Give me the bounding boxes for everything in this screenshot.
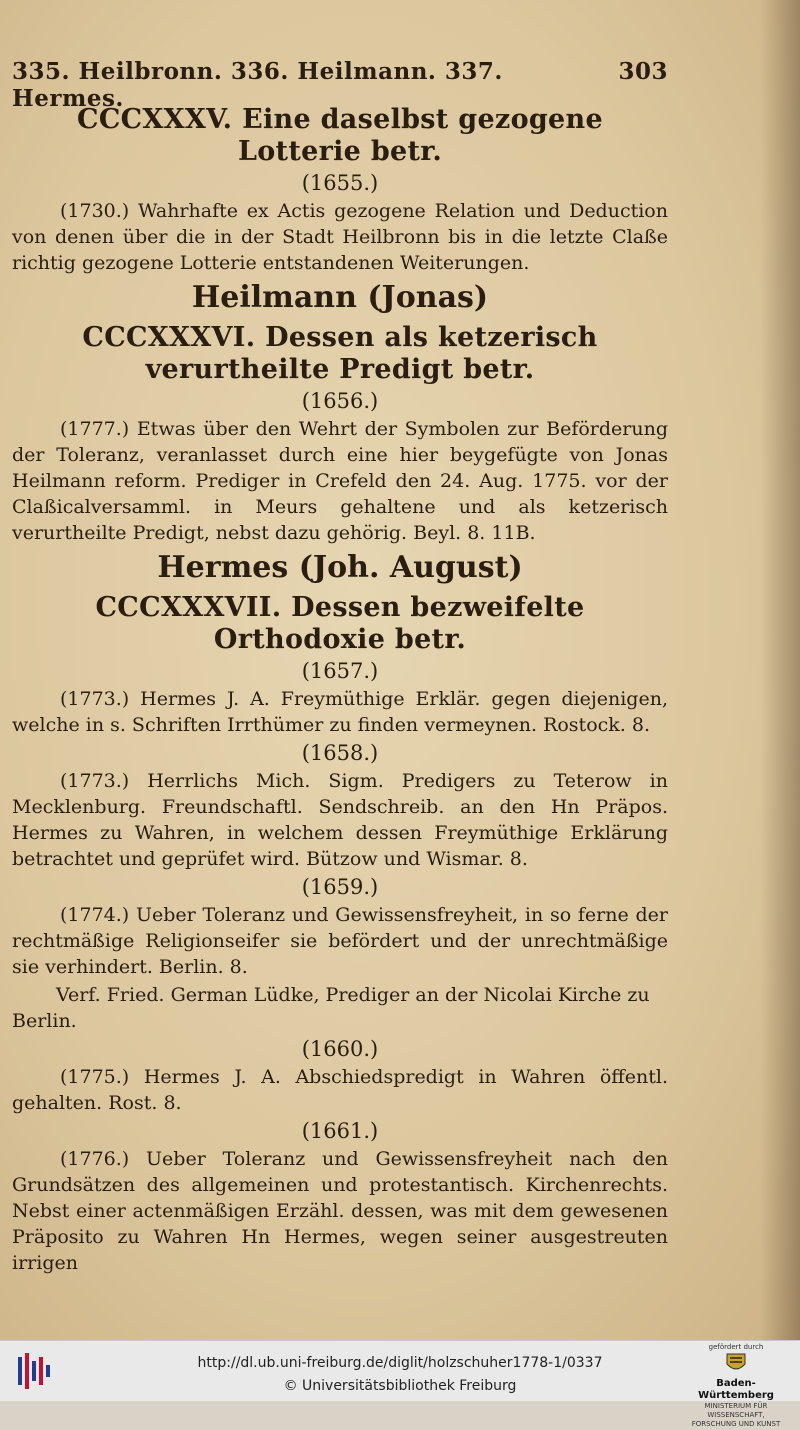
- entry-number: (1660.): [301, 1037, 379, 1061]
- entry-number: (1658.): [301, 741, 379, 765]
- page-text: [12, 58, 668, 1276]
- source-url[interactable]: http://dl.ub.uni-freiburg.de/diglit/holzschuher1778-1/0337: [197, 1355, 603, 1371]
- entry-number: (1657.): [301, 659, 379, 683]
- bibliographic-entry: (1773.) Herrlichs Mich. Sigm. Predigers zu Teterow in Mecklenburg. Freundschaftl. Sendschreib. an den Hn Präpos. Hermes zu Wahren, in welchem dessen Freymüthige Erklärung betrachtet und geprüfet wird. Bützow und Wismar. 8.: [12, 770, 668, 870]
- section-heading: CCCXXXVII. Dessen bezweifelte Orthodoxie betr.: [95, 592, 585, 655]
- person-heading: Heilmann (Jonas): [191, 280, 489, 315]
- page-body: [12, 104, 668, 1276]
- bibliographic-entry: (1774.) Ueber Toleranz und Gewissensfreyheit, in so ferne der rechtmäßige Religionseifer sie befördert und der unrechtmäßige sie verhindert. Berlin. 8.: [12, 904, 668, 978]
- bibliographic-entry: (1776.) Ueber Toleranz und Gewissensfreyheit nach den Grundsätzen des allgemeinen und protestantisch. Kirchenrechts. Nebst einer actenmäßigen Erzähl. dessen, was mit dem gewesenen Präposito zu Wahren Hn Hermes, wegen seiner ausgestreuten irrigen: [12, 1148, 668, 1274]
- entry-number: (1659.): [301, 875, 379, 899]
- funding-label: gefördert durch: [708, 1343, 764, 1351]
- funder-ministry: MINISTERIUM FÜR WISSENSCHAFT, FORSCHUNG UND KUNST: [691, 1402, 781, 1428]
- section-heading: CCCXXXV. Eine daselbst gezogene Lotterie betr.: [77, 104, 603, 167]
- bibliographic-entry: (1775.) Hermes J. A. Abschiedspredigt in Wahren öffentl. gehalten. Rost. 8.: [12, 1066, 668, 1114]
- coat-of-arms-icon: [721, 1352, 751, 1374]
- funder-logo: [686, 1343, 786, 1428]
- entry-number: (1655.): [301, 171, 379, 195]
- bibliographic-entry: (1773.) Hermes J. A. Freymüthige Erklär. gegen diejenigen, welche in s. Schriften Irrthümer zu finden vermeynen. Rostock. 8.: [12, 688, 668, 736]
- running-header: [12, 58, 668, 112]
- entry-number: (1661.): [301, 1119, 379, 1143]
- footer-bar: [0, 1340, 800, 1428]
- section-heading: CCCXXXVI. Dessen als ketzerisch verurtheilte Predigt betr.: [82, 322, 598, 385]
- person-heading: Hermes (Joh. August): [157, 550, 523, 585]
- page-number: 303: [618, 58, 668, 85]
- copyright-text: © Universitätsbibliothek Freiburg: [283, 1378, 517, 1394]
- entry-number: (1656.): [301, 389, 379, 413]
- bibliographic-entry: (1777.) Etwas über den Wehrt der Symbolen zur Beförderung der Toleranz, veranlasset durch eine hier beygefügte von Jonas Heilmann reform. Prediger in Crefeld den 24. Aug. 1775. vor der Claßicalversamml. in Meurs gehaltene und als ketzerisch verurtheilte Predigt, nebst dazu gehörig. Beyl. 8. 11B.: [12, 418, 668, 544]
- funder-name: Baden-Württemberg: [698, 1378, 774, 1401]
- header-title: 335. Heilbronn. 336. Heilmann. 337. Hermes.: [12, 58, 503, 112]
- entry-note: Verf. Fried. German Lüdke, Prediger an der Nicolai Kirche zu Berlin.: [12, 984, 650, 1032]
- bibliographic-entry: (1730.) Wahrhafte ex Actis gezogene Relation und Deduction von denen über die in der Stadt Heilbronn bis in die letzte Claße richtig gezogene Lotterie entstandenen Weiterungen.: [12, 200, 668, 274]
- page-spine-shadow: [760, 0, 800, 1340]
